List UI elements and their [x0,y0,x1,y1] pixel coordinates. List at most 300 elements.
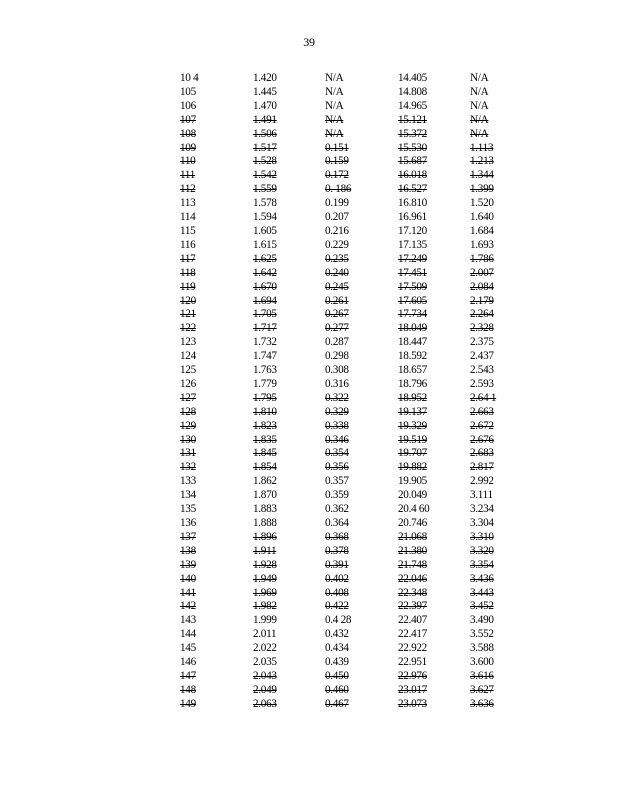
value-cell [325,155,398,169]
cell-text: 134 [180,489,196,502]
cell-text: N/A [470,85,489,98]
table-row [180,628,510,642]
value-cell [398,308,470,322]
cell-text: 1.506 [253,127,277,140]
value-cell [470,183,510,197]
value-cell [325,531,398,545]
cell-text: 1.732 [253,336,277,349]
value-cell [253,225,325,239]
cell-text: 1.795 [253,391,277,404]
cell-text: 116 [180,238,196,251]
table-row [180,142,510,156]
cell-text: N/A [470,127,489,140]
value-cell [253,155,325,169]
value-cell [253,100,325,114]
cell-text: 1.888 [253,517,277,529]
table-row [180,447,510,461]
row-id-cell [180,72,253,86]
cell-text: 21.748 [398,558,427,571]
cell-text: 0.402 [325,572,349,585]
cell-text: 0.329 [325,405,349,418]
value-cell [253,447,325,461]
table-row [180,642,510,656]
value-cell [325,614,398,628]
cell-text: 2.437 [470,350,494,363]
value-cell [398,420,470,434]
cell-text: 18.447 [398,336,427,349]
cell-text: 124 [180,350,196,363]
table-row [180,169,510,183]
cell-text: 1.779 [253,377,277,390]
cell-text: 19.905 [398,475,427,488]
value-cell [253,211,325,225]
cell-text: 3.354 [470,558,494,571]
value-cell [470,72,510,86]
value-cell [325,517,398,531]
table-row [180,517,510,531]
cell-text: 0.207 [325,211,349,224]
table-row [180,656,510,670]
cell-text: 17.120 [398,224,427,237]
cell-text: 3.552 [470,628,494,641]
value-cell [470,225,510,239]
value-cell [470,684,510,698]
row-id-cell [180,169,253,183]
value-cell [325,183,398,197]
value-cell [253,322,325,336]
value-cell [398,670,470,684]
table-row [180,503,510,517]
cell-text: 1.969 [253,586,277,599]
cell-text: 2.64 1 [470,391,497,404]
cell-text: 1.835 [253,433,277,446]
value-cell [325,420,398,434]
value-cell [470,86,510,100]
row-id-cell [180,559,253,573]
row-id-cell [180,447,253,461]
row-id-cell [180,517,253,531]
table-row [180,308,510,322]
cell-text: 3.310 [470,530,494,543]
cell-text: 138 [180,544,196,557]
cell-text: 2.035 [253,656,277,669]
cell-text: 22.046 [398,572,427,585]
cell-text: 3.616 [470,669,494,682]
cell-text: 2.328 [470,322,494,335]
cell-text: 1.470 [253,99,277,112]
cell-text: 23.017 [398,683,427,696]
cell-text: 146 [180,656,196,669]
value-cell [325,225,398,239]
value-cell [253,670,325,684]
value-cell [398,614,470,628]
cell-text: 0.359 [325,489,349,502]
row-id-cell [180,531,253,545]
value-cell [325,142,398,156]
value-cell [325,114,398,128]
cell-text: 114 [180,211,196,224]
row-id-cell [180,573,253,587]
cell-text: 1.810 [253,405,277,418]
value-cell [398,559,470,573]
value-cell [398,197,470,211]
cell-text: 15.530 [398,141,427,154]
cell-text: 20.4 60 [398,503,430,516]
table-row [180,295,510,309]
cell-text: 1.786 [470,252,494,265]
cell-text: 10 4 [180,72,199,84]
value-cell [325,503,398,517]
value-cell [325,322,398,336]
value-cell [470,350,510,364]
value-cell [398,698,470,712]
value-cell [398,128,470,142]
cell-text: 0.346 [325,433,349,446]
cell-text: 1.578 [253,197,277,210]
cell-text: 22.407 [398,614,427,627]
cell-text: 0.308 [325,364,349,377]
cell-text: 0.364 [325,517,349,529]
value-cell [470,670,510,684]
cell-text: 126 [180,377,196,390]
cell-text: 14.405 [398,72,427,84]
value-cell [253,600,325,614]
table-row [180,211,510,225]
value-cell [253,573,325,587]
table-row [180,72,510,86]
value-cell [470,503,510,517]
cell-text: 1.928 [253,558,277,571]
value-cell [398,142,470,156]
value-cell [398,517,470,531]
value-cell [325,378,398,392]
cell-text: 0.450 [325,669,349,682]
value-cell [325,670,398,684]
cell-text: 3.600 [470,656,494,669]
value-cell [253,308,325,322]
cell-text: 0.362 [325,503,349,516]
table-row [180,336,510,350]
value-cell [398,684,470,698]
cell-text: 18.049 [398,322,427,335]
row-id-cell [180,600,253,614]
cell-text: 120 [180,294,196,307]
value-cell [470,100,510,114]
value-cell [398,628,470,642]
cell-text: 0.159 [325,155,349,168]
value-cell [470,155,510,169]
cell-text: 0.356 [325,461,349,474]
table-row [180,114,510,128]
value-cell [470,517,510,531]
row-id-cell [180,614,253,628]
value-cell [253,142,325,156]
value-cell [470,392,510,406]
cell-text: 0.216 [325,224,349,237]
value-cell [470,308,510,322]
value-cell [470,461,510,475]
value-cell [470,628,510,642]
cell-text: 0.357 [325,475,349,488]
cell-text: 1.870 [253,489,277,502]
row-id-cell [180,100,253,114]
table-row [180,225,510,239]
cell-text: 144 [180,628,196,641]
cell-text: 0.172 [325,169,349,182]
cell-text: 0.391 [325,558,349,571]
cell-text: 145 [180,642,196,655]
cell-text: 3.452 [470,600,494,613]
cell-text: 1.705 [253,308,277,321]
value-cell [398,461,470,475]
cell-text: N/A [325,99,344,112]
row-id-cell [180,642,253,656]
table-row [180,267,510,281]
row-id-cell [180,336,253,350]
cell-text: 1.594 [253,211,277,224]
cell-text: 3.111 [470,489,493,502]
cell-text: 0.322 [325,391,349,404]
cell-text: 0.368 [325,530,349,543]
cell-text: 1.213 [470,155,494,168]
row-id-cell [180,281,253,295]
value-cell [470,114,510,128]
cell-text: 22.951 [398,656,427,669]
cell-text: 20.049 [398,489,427,502]
cell-text: 2.543 [470,364,494,377]
cell-text: 1.693 [470,238,494,251]
cell-text: 2.011 [253,628,277,641]
cell-text: 1.491 [253,113,277,126]
value-cell [325,406,398,420]
cell-text: 0.467 [325,697,349,710]
cell-text: 1.399 [470,183,494,196]
cell-text: N/A [470,113,489,126]
cell-text: 139 [180,558,196,571]
value-cell [325,447,398,461]
value-cell [398,475,470,489]
value-cell [470,211,510,225]
cell-text: 22.348 [398,586,427,599]
value-cell [398,114,470,128]
cell-text: 132 [180,461,196,474]
cell-text: 125 [180,364,196,377]
cell-text: 2.084 [470,280,494,293]
value-cell [253,239,325,253]
value-cell [325,642,398,656]
cell-text: 2.672 [470,419,494,432]
cell-text: 21.068 [398,530,427,543]
value-cell [398,503,470,517]
cell-text: N/A [470,72,489,84]
cell-text: 15.687 [398,155,427,168]
row-id-cell [180,183,253,197]
value-cell [325,253,398,267]
cell-text: 1.949 [253,572,277,585]
cell-text: 0.229 [325,238,349,251]
value-cell [253,86,325,100]
value-cell [253,656,325,670]
value-cell [470,336,510,350]
table-row [180,183,510,197]
value-cell [325,308,398,322]
row-id-cell [180,503,253,517]
cell-text: 2.375 [470,336,494,349]
cell-text: 121 [180,308,196,321]
cell-text: 136 [180,517,196,529]
cell-text: 18.796 [398,377,427,390]
cell-text: 117 [180,252,196,265]
cell-text: 0.151 [325,141,349,154]
row-id-cell [180,434,253,448]
value-cell [253,587,325,601]
cell-text: 1.763 [253,364,277,377]
value-cell [253,545,325,559]
row-id-cell [180,489,253,503]
cell-text: N/A [325,127,344,140]
value-cell [325,169,398,183]
value-cell [398,169,470,183]
cell-text: 2.007 [470,266,494,279]
value-cell [325,267,398,281]
cell-text: 22.922 [398,642,427,655]
cell-text: 17.605 [398,294,427,307]
cell-text: 148 [180,683,196,696]
cell-text: 106 [180,99,196,112]
value-cell [253,420,325,434]
value-cell [470,420,510,434]
value-cell [470,573,510,587]
value-cell [253,614,325,628]
cell-text: 1.640 [470,211,494,224]
value-cell [398,392,470,406]
value-cell [253,183,325,197]
row-id-cell [180,475,253,489]
cell-text: 1.642 [253,266,277,279]
value-cell [325,392,398,406]
cell-text: 131 [180,447,196,460]
row-id-cell [180,420,253,434]
cell-text: 1.823 [253,419,277,432]
cell-text: 0.434 [325,642,349,655]
value-cell [470,587,510,601]
cell-text: 18.952 [398,391,427,404]
value-cell [470,600,510,614]
cell-text: 23.073 [398,697,427,710]
table-row [180,322,510,336]
value-cell [325,336,398,350]
row-id-cell [180,197,253,211]
value-cell [398,253,470,267]
cell-text: 1.445 [253,85,277,98]
cell-text: N/A [325,113,344,126]
cell-text: 1.717 [253,322,277,335]
cell-text: 1.862 [253,475,277,488]
cell-text: 0.422 [325,600,349,613]
cell-text: 141 [180,586,196,599]
cell-text: 1.694 [253,294,277,307]
cell-text: 1.854 [253,461,277,474]
cell-text: 1.911 [253,544,277,557]
value-cell [253,392,325,406]
cell-text: 1.896 [253,530,277,543]
row-id-cell [180,211,253,225]
cell-text: 119 [180,280,196,293]
value-cell [398,600,470,614]
value-cell [470,531,510,545]
cell-text: 1.605 [253,224,277,237]
value-cell [253,517,325,531]
value-cell [325,628,398,642]
table-row [180,350,510,364]
value-cell [253,406,325,420]
cell-text: 0.235 [325,252,349,265]
cell-text: 1.845 [253,447,277,460]
value-cell [398,545,470,559]
cell-text: 108 [180,127,196,140]
value-cell [470,267,510,281]
cell-text: 0.338 [325,419,349,432]
cell-text: 2.264 [470,308,494,321]
table-row [180,670,510,684]
table-row [180,100,510,114]
cell-text: 0.378 [325,544,349,557]
value-cell [398,86,470,100]
value-cell [325,573,398,587]
value-cell [253,475,325,489]
row-id-cell [180,628,253,642]
cell-text: 3.304 [470,517,494,529]
cell-text: 0.298 [325,350,349,363]
cell-text: 0.460 [325,683,349,696]
value-cell [398,350,470,364]
cell-text: 109 [180,141,196,154]
cell-text: 0.354 [325,447,349,460]
cell-text: 1.982 [253,600,277,613]
value-cell [470,128,510,142]
cell-text: 19.329 [398,419,427,432]
value-cell [325,587,398,601]
cell-text: 22.976 [398,669,427,682]
value-cell [470,434,510,448]
value-cell [470,642,510,656]
value-cell [325,698,398,712]
value-cell [253,489,325,503]
value-cell [253,114,325,128]
row-id-cell [180,698,253,712]
cell-text: 16.527 [398,183,427,196]
value-cell [398,656,470,670]
value-cell [398,336,470,350]
row-id-cell [180,545,253,559]
cell-text: 135 [180,503,196,516]
table-row [180,698,510,712]
cell-text: 2.063 [253,697,277,710]
value-cell [398,587,470,601]
value-cell [398,378,470,392]
row-id-cell [180,587,253,601]
cell-text: 17.451 [398,266,427,279]
value-cell [325,281,398,295]
cell-text: 0.277 [325,322,349,335]
value-cell [470,489,510,503]
value-cell [325,559,398,573]
value-cell [253,281,325,295]
cell-text: 3.490 [470,614,494,627]
cell-text: 3.588 [470,642,494,655]
value-cell [325,475,398,489]
cell-text: 22.417 [398,628,427,641]
